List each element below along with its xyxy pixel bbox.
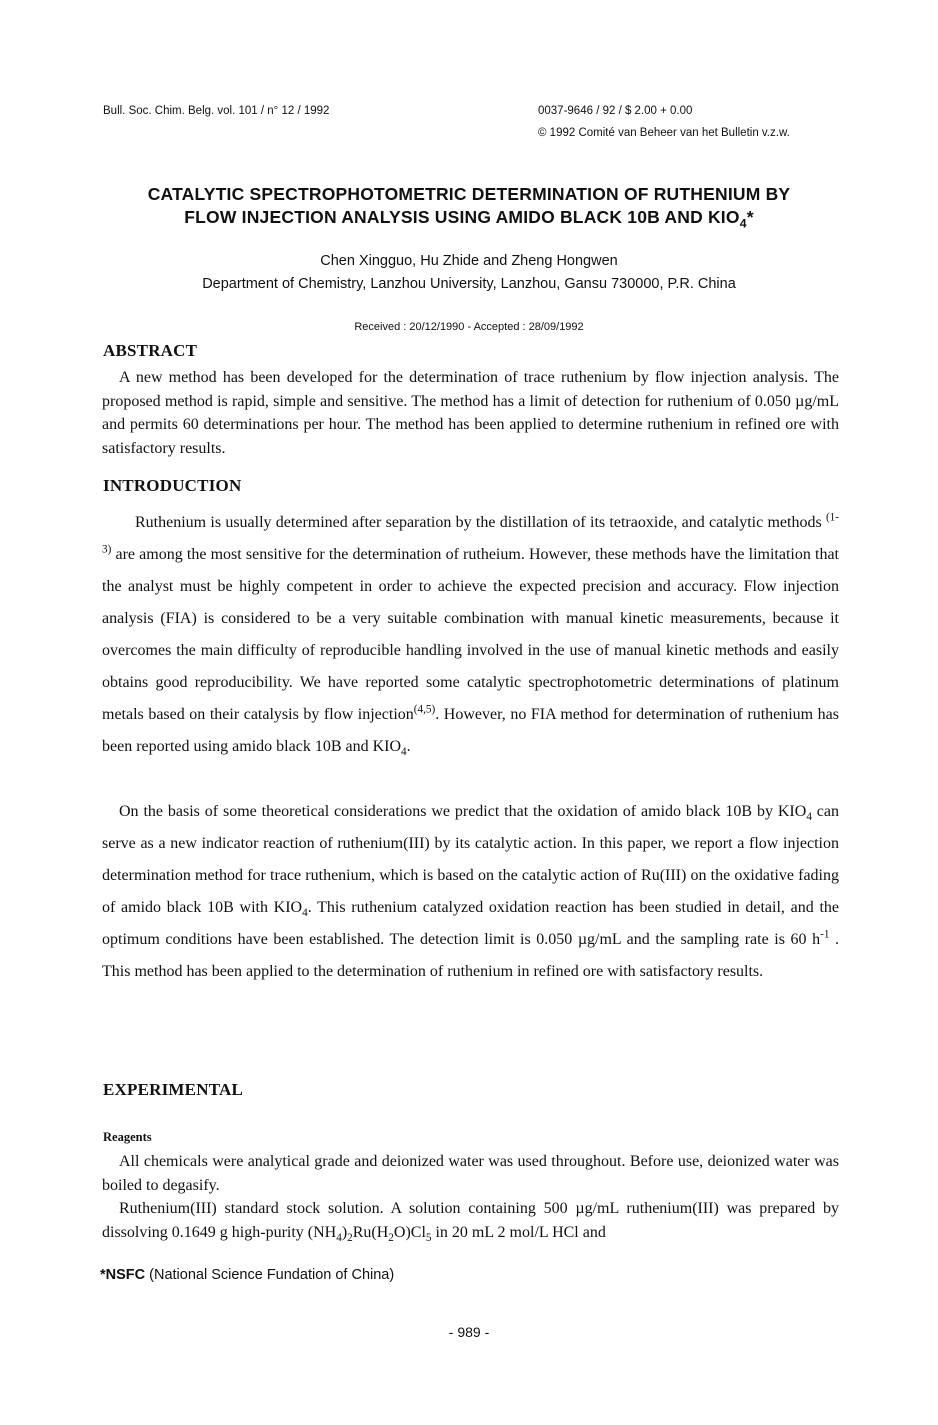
introduction-paragraph-2 — [102, 796, 839, 988]
reag-p2-text-c: Ru(H — [352, 1223, 389, 1241]
title-line-2 — [80, 206, 858, 229]
reag-p2-text-a: Ruthenium(III) standard stock solution. A solution containing 500 µg/mL ruthenium(III) was prepared by dissolving 0.1649 g high-purity (NH — [102, 1200, 839, 1241]
intro-p1-text-c: . However, no FIA method for determination of ruthenium has been reported using amido black 10B and KIO — [102, 706, 840, 755]
citation-1-3: (1-3) — [102, 511, 839, 556]
reag-p2-text-b: ) — [341, 1223, 348, 1241]
experimental-heading: EXPERIMENTAL — [103, 1080, 243, 1099]
intro-p2-text-b: can serve as a new indicator reaction of ruthenium(III) by its catalytic action. In this paper, we report a flow injection determination method for trace ruthenium, which is based on the catalytic action of Ru(III) on the oxidative fading of amido black 10B with KIO — [102, 803, 839, 916]
subscript: 4 — [806, 811, 812, 824]
superscript: -1 — [820, 928, 830, 941]
footnote — [100, 1267, 394, 1283]
abstract-text: A new method has been developed for the determination of trace ruthenium by flow injection analysis. The proposed method is rapid, simple and sensitive. The method has a limit of detection for ruthenium of 0.050 µg/mL and permits 60 determinations per hour. The method has been applied to determine ruthenium in refined ore with satisfactory results. — [102, 369, 839, 457]
intro-p2-text-a: On the basis of some theoretical considerations we predict that the oxidation of amido black 10B by KIO — [119, 803, 807, 820]
journal-citation: Bull. Soc. Chim. Belg. vol. 101 / n° 12 / 1992 — [103, 105, 330, 117]
reagents-text — [102, 1150, 839, 1244]
abstract-heading: ABSTRACT — [103, 341, 198, 360]
page-number: - 989 - — [448, 1324, 490, 1340]
intro-p1-text-b: are among the most sensitive for the determination of rutheium. However, these methods have the limitation that the analyst must be highly competent in order to achieve the expected precision and accuracy. Flow injection analysis (FIA) is considered to be a very suitable combination with manual kinetic measurements, because it overcomes the main difficulty of reproducible handling involved in the use of manual kinetic methods and easily obtains good reproducibility. We have reported some catalytic spectrophotometric determinations of platinum metals based on their catalysis by flow injection — [102, 546, 839, 723]
subscript: 4 — [336, 1231, 342, 1244]
authors: Chen Xingguo, Hu Zhide and Zheng Hongwen — [320, 253, 618, 269]
footnote-text: (National Science Fundation of China) — [145, 1267, 395, 1283]
intro-p1-text-d: . — [406, 738, 411, 755]
reagents-paragraph-1: All chemicals were analytical grade and deionized water was used throughout. Before use, deionized water was boiled to degasify. — [102, 1153, 839, 1194]
affiliation: Department of Chemistry, Lanzhou University, Lanzhou, Gansu 730000, P.R. China — [202, 276, 736, 292]
reag-p2-text-d: O)Cl — [393, 1223, 426, 1241]
subscript: 4 — [401, 746, 407, 759]
citation-4-5: (4,5) — [413, 703, 436, 716]
reagents-paragraph-2 — [102, 1197, 839, 1244]
title-subscript: 4 — [739, 216, 747, 231]
subscript: 2 — [347, 1231, 353, 1244]
reagents-subheading: Reagents — [103, 1130, 152, 1144]
received-dates: Received : 20/12/1990 - Accepted : 28/09/1992 — [354, 321, 584, 333]
introduction-heading: INTRODUCTION — [103, 476, 242, 495]
subscript: 4 — [302, 907, 308, 920]
intro-p2-text-d: . This method has been applied to the determination of ruthenium in refined ore with satisfactory results. — [102, 931, 839, 980]
issn-price-code: 0037-9646 / 92 / $ 2.00 + 0.00 — [538, 105, 693, 117]
intro-p2-text-c: . This ruthenium catalyzed oxidation reaction has been studied in detail, and the optimum conditions have been established. The detection limit is 0.050 µg/mL and the sampling rate is 60 h — [102, 899, 839, 948]
subscript: 2 — [388, 1231, 394, 1244]
footnote-mark: *NSFC — [100, 1267, 146, 1283]
intro-p1-text-a: Ruthenium is usually determined after separation by the distillation of its tetraoxide, and catalytic methods — [135, 514, 826, 531]
title-line-2-text: FLOW INJECTION ANALYSIS USING AMIDO BLACK 10B AND KIO — [184, 207, 740, 227]
title-footnote-mark: * — [746, 207, 754, 227]
introduction-paragraph-1 — [102, 507, 839, 763]
paper-title — [80, 183, 858, 229]
subscript: 5 — [425, 1231, 432, 1244]
reag-p2-text-e: in 20 mL 2 mol/L HCl and — [431, 1223, 606, 1241]
title-line-1: CATALYTIC SPECTROPHOTOMETRIC DETERMINATION OF RUTHENIUM BY — [147, 184, 791, 204]
copyright-line: © 1992 Comité van Beheer van het Bulletin v.z.w. — [538, 127, 790, 139]
